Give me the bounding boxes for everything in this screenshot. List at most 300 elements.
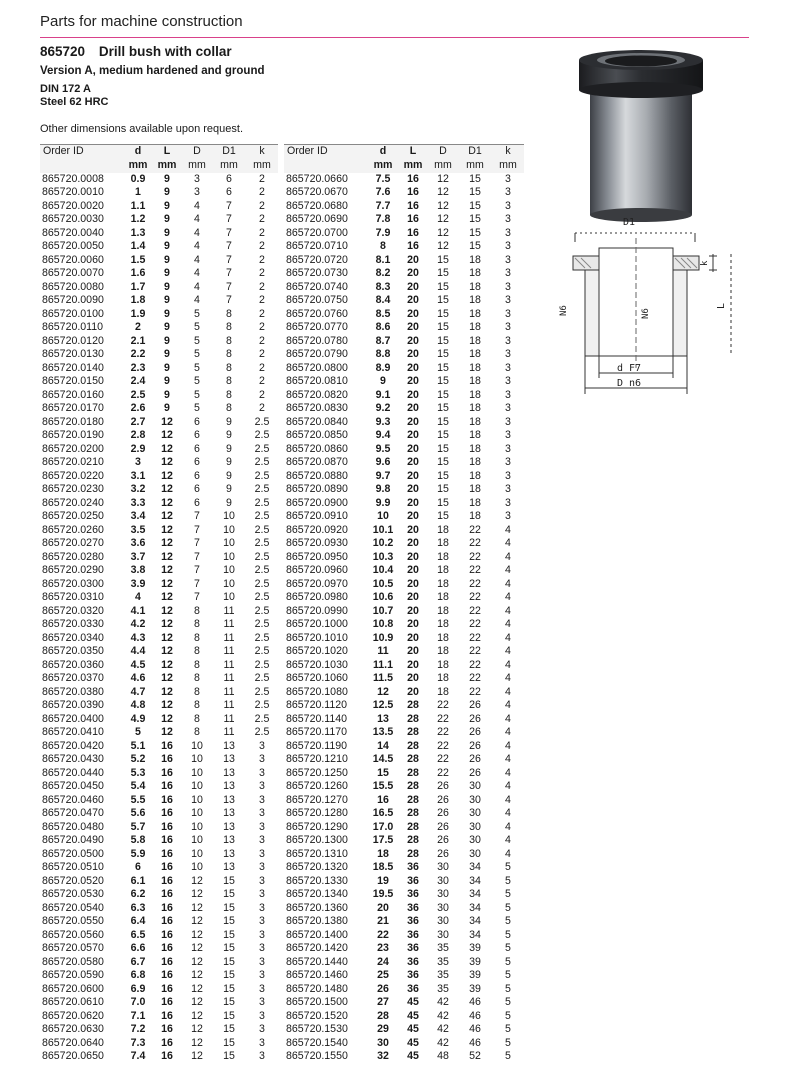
cell-d: 29: [377, 1023, 389, 1035]
cell-D1: 8: [226, 307, 232, 320]
table-row: [284, 942, 524, 956]
cell-L: 20: [407, 496, 419, 509]
unit-d: mm: [368, 159, 398, 173]
unit-d: mm: [124, 159, 152, 173]
cell-D1: 11: [223, 712, 235, 725]
cell-order-id: 865720.0900: [286, 496, 348, 509]
cell-k: 2: [259, 388, 265, 401]
cell-D: 15: [437, 429, 449, 441]
cell-d: 6.8: [130, 969, 146, 981]
cell-order-id: 865720.1380: [286, 915, 348, 927]
cell-L: 45: [407, 1036, 419, 1049]
table-row: [284, 713, 524, 727]
cell-L: 28: [407, 793, 419, 806]
cell-k: 4: [505, 753, 511, 765]
cell-D: 15: [437, 456, 449, 468]
cell-D1: 26: [469, 712, 481, 725]
cell-k: 3: [259, 955, 265, 968]
cell-d: 26: [377, 982, 389, 995]
cell-d: 4.2: [130, 618, 146, 630]
cell-order-id: 865720.0500: [42, 847, 104, 860]
table-row: [284, 294, 524, 308]
cell-D1: 11: [223, 631, 235, 644]
cell-d: 10.8: [372, 618, 394, 630]
cell-k: 4: [505, 685, 511, 698]
table-row: [284, 605, 524, 619]
table-row: [40, 713, 278, 727]
cell-order-id: 865720.0580: [42, 955, 104, 968]
table-row: [40, 578, 278, 592]
cell-L: 20: [407, 402, 419, 414]
cell-D1: 10: [223, 510, 235, 522]
product-title: [40, 44, 232, 59]
cell-D: 4: [194, 253, 200, 266]
cell-D: 7: [194, 564, 200, 576]
cell-d: 8.6: [375, 321, 391, 333]
cell-L: 20: [407, 253, 419, 266]
cell-d: 2.7: [130, 415, 146, 428]
cell-D1: 22: [469, 564, 481, 576]
cell-D: 7: [194, 523, 200, 536]
cell-D: 8: [194, 712, 200, 725]
cell-D: 8: [194, 685, 200, 698]
cell-D1: 15: [469, 226, 481, 239]
table-row: [40, 888, 278, 902]
cell-k: 2.5: [254, 456, 270, 468]
cell-D1: 15: [223, 901, 235, 914]
table-row: [284, 497, 524, 511]
cell-L: 9: [164, 321, 170, 333]
table-row: [284, 740, 524, 754]
cell-D: 15: [437, 253, 449, 266]
cell-d: 10.4: [372, 564, 394, 576]
cell-D1: 8: [226, 348, 232, 360]
cell-L: 12: [161, 631, 173, 644]
cell-d: 8.3: [375, 280, 391, 293]
cell-order-id: 865720.0690: [286, 213, 348, 225]
cell-L: 20: [407, 537, 419, 549]
table-row: [284, 929, 524, 943]
cell-L: 9: [164, 361, 170, 374]
cell-D1: 8: [226, 334, 232, 347]
cell-D: 12: [191, 888, 203, 900]
product-name: Drill bush with collar: [98, 44, 232, 59]
cell-D1: 15: [223, 915, 235, 927]
cell-d: 28: [377, 1009, 389, 1022]
cell-L: 45: [407, 1050, 419, 1062]
cell-order-id: 865720.0350: [42, 645, 104, 657]
cell-D: 10: [191, 739, 203, 752]
cell-L: 9: [164, 240, 170, 252]
cell-D: 15: [437, 348, 449, 360]
cell-D1: 9: [226, 415, 232, 428]
cell-d: 1.9: [130, 307, 146, 320]
cell-D: 4: [194, 280, 200, 293]
col-header-L: L: [398, 145, 428, 160]
cell-D1: 7: [226, 240, 232, 252]
cell-D1: 9: [226, 483, 232, 495]
table-row: [40, 429, 278, 443]
cell-d: 16.5: [372, 807, 394, 819]
table-row: [40, 537, 278, 551]
table-body-left: [40, 173, 278, 1064]
cell-D1: 18: [469, 348, 481, 360]
cell-D: 26: [437, 793, 449, 806]
cell-D1: 34: [469, 888, 481, 900]
cell-k: 2.5: [254, 712, 270, 725]
cell-D: 10: [191, 753, 203, 765]
cell-D: 15: [437, 415, 449, 428]
cell-order-id: 865720.0620: [42, 1009, 104, 1022]
cell-k: 3: [505, 267, 511, 279]
cell-D: 3: [194, 186, 200, 198]
cell-order-id: 865720.0110: [42, 321, 104, 333]
table-row: [284, 834, 524, 848]
cell-order-id: 865720.0830: [286, 402, 348, 414]
cell-D: 15: [437, 294, 449, 306]
col-header-d: d: [368, 145, 398, 160]
cell-L: 20: [407, 321, 419, 333]
cell-order-id: 865720.0420: [42, 739, 104, 752]
cell-order-id: 865720.1280: [286, 807, 348, 819]
cell-L: 20: [407, 591, 419, 603]
cell-D: 15: [437, 361, 449, 374]
cell-d: 23: [377, 942, 389, 954]
cell-D1: 22: [469, 685, 481, 698]
label-N6-outer: N6: [559, 305, 569, 316]
cell-k: 2: [259, 280, 265, 293]
cell-k: 4: [505, 658, 511, 671]
cell-k: 3: [259, 780, 265, 792]
cell-D1: 26: [469, 739, 481, 752]
cell-L: 36: [407, 888, 419, 900]
table-row: [284, 1037, 524, 1051]
cell-order-id: 865720.0860: [286, 442, 348, 455]
cell-order-id: 865720.0180: [42, 415, 104, 428]
cell-order-id: 865720.0800: [286, 361, 348, 374]
cell-order-id: 865720.0330: [42, 618, 104, 630]
cell-order-id: 865720.0360: [42, 658, 104, 671]
cell-L: 36: [407, 874, 419, 887]
cell-L: 16: [161, 1023, 173, 1035]
cell-d: 2.4: [130, 375, 146, 387]
cell-k: 2: [259, 172, 265, 185]
table-row: [40, 956, 278, 970]
cell-k: 2.5: [254, 591, 270, 603]
cell-L: 9: [164, 172, 170, 185]
cell-D1: 39: [469, 969, 481, 981]
cell-order-id: 865720.1140: [286, 712, 348, 725]
cell-order-id: 865720.0840: [286, 415, 348, 428]
table-row: [284, 267, 524, 281]
cell-order-id: 865720.0810: [286, 375, 348, 387]
cell-k: 4: [505, 820, 511, 833]
table-row: [40, 915, 278, 929]
cell-D1: 18: [469, 510, 481, 522]
cell-k: 3: [505, 186, 511, 198]
cell-D1: 10: [223, 591, 235, 603]
cell-D1: 15: [469, 240, 481, 252]
cell-d: 2.8: [130, 429, 146, 441]
table-body-right: [284, 173, 524, 1064]
cell-order-id: 865720.1330: [286, 874, 348, 887]
cell-D: 5: [194, 321, 200, 333]
cell-D: 4: [194, 294, 200, 306]
cell-d: 1.6: [130, 267, 146, 279]
cell-d: 10: [377, 510, 389, 522]
cell-k: 4: [505, 591, 511, 603]
cell-k: 2.5: [254, 523, 270, 536]
cell-D1: 22: [469, 672, 481, 684]
table-row: [284, 632, 524, 646]
cell-d: 10.9: [372, 631, 394, 644]
cell-d: 11.1: [372, 658, 394, 671]
cell-D: 18: [437, 523, 449, 536]
cell-d: 12: [377, 685, 389, 698]
cell-d: 10.2: [372, 537, 394, 549]
cell-D1: 10: [223, 577, 235, 590]
cell-D1: 18: [469, 456, 481, 468]
cell-D: 15: [437, 375, 449, 387]
cell-D: 12: [191, 1050, 203, 1062]
cell-d: 2.9: [130, 442, 146, 455]
cell-D1: 34: [469, 861, 481, 873]
cell-D: 12: [437, 172, 449, 185]
table-row: [40, 834, 278, 848]
cell-order-id: 865720.1120: [286, 699, 348, 711]
cell-L: 16: [161, 942, 173, 954]
cell-L: 20: [407, 577, 419, 590]
cell-order-id: 865720.0100: [42, 307, 104, 320]
table-row: [40, 686, 278, 700]
cell-D1: 22: [469, 645, 481, 657]
cell-D1: 9: [226, 469, 232, 482]
cell-D1: 46: [469, 1009, 481, 1022]
table-row: [284, 726, 524, 740]
cell-k: 3: [505, 415, 511, 428]
table-row: [40, 1050, 278, 1064]
cell-D1: 15: [469, 199, 481, 212]
cell-d: 4.4: [130, 645, 146, 657]
cell-k: 2: [259, 199, 265, 212]
cell-k: 3: [259, 1050, 265, 1062]
cell-order-id: 865720.0200: [42, 442, 104, 455]
cell-k: 5: [505, 1036, 511, 1049]
cell-L: 20: [407, 523, 419, 536]
cell-L: 16: [161, 847, 173, 860]
cell-D: 18: [437, 645, 449, 657]
cell-D1: 30: [469, 780, 481, 792]
cell-L: 16: [161, 888, 173, 900]
cell-D1: 18: [469, 442, 481, 455]
cell-D: 35: [437, 955, 449, 968]
cell-L: 16: [161, 766, 173, 779]
table-row: [284, 861, 524, 875]
cell-k: 4: [505, 645, 511, 657]
availability-note: Other dimensions available upon request.: [40, 123, 244, 135]
cell-order-id: 865720.1000: [286, 618, 348, 630]
cell-d: 1.4: [130, 240, 146, 252]
unit-L: mm: [398, 159, 428, 173]
cell-k: 3: [505, 496, 511, 509]
cell-k: 5: [505, 1023, 511, 1035]
label-N6-inner: N6: [641, 308, 651, 319]
cell-d: 9: [380, 375, 386, 387]
cell-k: 2.5: [254, 631, 270, 644]
cell-d: 7.3: [130, 1036, 146, 1049]
cell-k: 3: [259, 807, 265, 819]
cell-k: 2.5: [254, 645, 270, 657]
cell-D1: 18: [469, 483, 481, 495]
cell-L: 16: [161, 1009, 173, 1022]
cell-L: 20: [407, 685, 419, 698]
cell-d: 14.5: [372, 753, 394, 765]
cell-L: 12: [161, 672, 173, 684]
table-row: [40, 1010, 278, 1024]
cell-L: 20: [407, 645, 419, 657]
cell-L: 20: [407, 429, 419, 441]
cell-D1: 22: [469, 658, 481, 671]
cell-k: 3: [505, 294, 511, 306]
cell-D1: 18: [469, 402, 481, 414]
cell-D1: 15: [223, 928, 235, 941]
cell-order-id: 865720.0990: [286, 604, 348, 617]
cell-k: 3: [505, 429, 511, 441]
cell-d: 3.3: [130, 496, 146, 509]
cell-d: 17.5: [372, 834, 394, 846]
table-row: [284, 348, 524, 362]
cell-d: 1.1: [130, 199, 146, 212]
cell-D1: 18: [469, 267, 481, 279]
cell-D1: 18: [469, 388, 481, 401]
cell-order-id: 865720.0470: [42, 807, 104, 819]
cell-D: 3: [194, 172, 200, 185]
cell-order-id: 865720.0130: [42, 348, 104, 360]
table-row: [284, 335, 524, 349]
cell-L: 20: [407, 294, 419, 306]
col-header-L: L: [152, 145, 182, 160]
cell-d: 27: [377, 996, 389, 1008]
cell-d: 9.5: [375, 442, 391, 455]
cell-d: 3: [135, 456, 141, 468]
cell-d: 5.3: [130, 766, 146, 779]
cell-order-id: 865720.0780: [286, 334, 348, 347]
table-row: [40, 213, 278, 227]
cell-order-id: 865720.1250: [286, 766, 348, 779]
cell-D: 7: [194, 577, 200, 590]
cell-D: 26: [437, 834, 449, 846]
cell-L: 36: [407, 915, 419, 927]
table-row: [284, 794, 524, 808]
table-row: [40, 672, 278, 686]
cell-k: 3: [259, 820, 265, 833]
cell-order-id: 865720.1260: [286, 780, 348, 792]
cell-L: 12: [161, 510, 173, 522]
col-header-D1: D1: [458, 145, 492, 160]
cell-D1: 18: [469, 307, 481, 320]
cell-D1: 7: [226, 226, 232, 239]
cell-L: 36: [407, 955, 419, 968]
cell-k: 2: [259, 361, 265, 374]
cell-L: 16: [407, 186, 419, 198]
cell-k: 2.5: [254, 415, 270, 428]
cell-D1: 11: [223, 699, 235, 711]
cell-D: 7: [194, 510, 200, 522]
cell-d: 4.6: [130, 672, 146, 684]
table-row: [284, 564, 524, 578]
cell-order-id: 865720.0160: [42, 388, 104, 401]
cell-D: 12: [437, 213, 449, 225]
cell-d: 1.5: [130, 253, 146, 266]
cell-d: 22: [377, 928, 389, 941]
cell-order-id: 865720.0070: [42, 267, 104, 279]
cell-d: 10.3: [372, 550, 394, 563]
cell-d: 6.6: [130, 942, 146, 954]
cell-d: 15: [377, 766, 389, 779]
cell-D1: 13: [223, 753, 235, 765]
cell-D: 5: [194, 334, 200, 347]
cell-d: 1.7: [130, 280, 146, 293]
cell-L: 9: [164, 213, 170, 225]
cell-L: 20: [407, 631, 419, 644]
table-row: [284, 186, 524, 200]
cell-d: 7.7: [375, 199, 391, 212]
cell-d: 0.9: [130, 172, 146, 185]
standards-block: [40, 83, 108, 109]
cell-k: 2.5: [254, 672, 270, 684]
cell-L: 12: [161, 726, 173, 738]
cell-D1: 22: [469, 577, 481, 590]
cell-D1: 11: [223, 685, 235, 698]
cell-order-id: 865720.0890: [286, 483, 348, 495]
cell-L: 9: [164, 402, 170, 414]
cell-order-id: 865720.0960: [286, 564, 348, 576]
cell-D: 4: [194, 213, 200, 225]
cell-d: 3.7: [130, 550, 146, 563]
table-row: [284, 780, 524, 794]
table-row: [284, 375, 524, 389]
table-row: [40, 726, 278, 740]
cell-D: 10: [191, 820, 203, 833]
cell-D: 6: [194, 483, 200, 495]
cell-order-id: 865720.0480: [42, 820, 104, 833]
cell-order-id: 865720.0520: [42, 874, 104, 887]
table-row: [284, 578, 524, 592]
cell-k: 4: [505, 807, 511, 819]
cell-k: 4: [505, 712, 511, 725]
cell-D1: 9: [226, 442, 232, 455]
cell-d: 8.2: [375, 267, 391, 279]
cell-D: 7: [194, 537, 200, 549]
cell-order-id: 865720.0930: [286, 537, 348, 549]
unit-D: mm: [428, 159, 458, 173]
cell-order-id: 865720.0210: [42, 456, 104, 468]
cell-order-id: 865720.0150: [42, 375, 104, 387]
cell-L: 20: [407, 618, 419, 630]
cell-L: 36: [407, 969, 419, 981]
cell-D1: 15: [223, 982, 235, 995]
cell-D: 30: [437, 874, 449, 887]
table-row: [284, 699, 524, 713]
cell-L: 16: [407, 172, 419, 185]
cell-D1: 18: [469, 253, 481, 266]
cell-k: 3: [505, 375, 511, 387]
cell-order-id: 865720.1520: [286, 1009, 348, 1022]
cell-k: 4: [505, 739, 511, 752]
cell-order-id: 865720.0530: [42, 888, 104, 900]
cell-k: 3: [259, 834, 265, 846]
cell-D1: 18: [469, 294, 481, 306]
